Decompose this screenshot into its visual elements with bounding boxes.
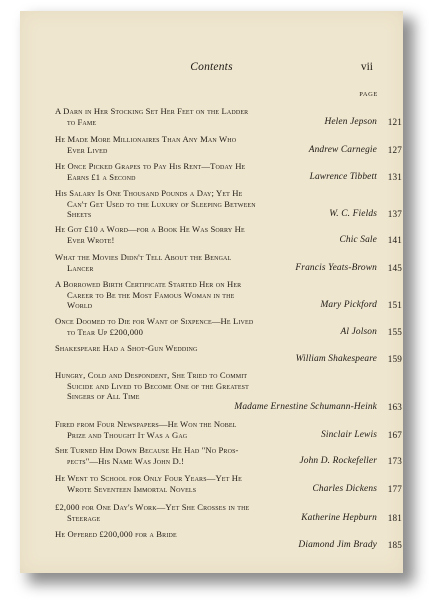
toc-entry-page-number: 151 — [387, 300, 402, 311]
toc-entry-title-text: Ever Lived — [67, 144, 108, 155]
toc-entry-title-line — [55, 290, 377, 301]
toc-entry-title-line — [55, 483, 402, 495]
toc-entry-title-line — [55, 343, 377, 354]
toc-entry-page-number: 163 — [387, 401, 402, 412]
toc-entry-title-line — [55, 106, 377, 117]
toc-entry-author: Francis Yeats-Brown — [295, 262, 377, 273]
toc-entry-title-text: A Darn in Her Stocking Set Her Feet on the Ladder — [55, 106, 249, 116]
folio-number: vii — [360, 61, 373, 73]
toc-entry — [55, 188, 402, 220]
book-page — [20, 11, 403, 573]
toc-entry-title-text: to Fame — [67, 116, 97, 127]
toc-entry-author: Diamond Jim Brady — [298, 539, 377, 550]
toc-entry-title-text: He Made More Millionaires Than Any Man Who — [55, 134, 237, 144]
toc-entry-author: Sinclair Lewis — [320, 429, 377, 440]
toc-entry-author: W. C. Fields — [329, 209, 377, 220]
toc-entry-title-text: pects"—His Name Was John D.! — [67, 455, 185, 466]
toc-entry — [55, 106, 402, 127]
toc-entry-title-text: £2,000 for One Day's Work—Yet She Crosses in the — [55, 502, 250, 512]
toc-entry-title-line — [55, 234, 402, 246]
toc-entry — [55, 134, 402, 155]
toc-entry-title-text: Lancer — [67, 262, 94, 273]
toc-entry-title-text: Career to Be the Most Famous Woman in the — [67, 289, 235, 300]
toc-entry-title-text: She Turned Him Down Because He Had "No Pros- — [55, 445, 239, 455]
toc-entry-title-text: He Went to School for Only Four Years—Yet He — [55, 473, 242, 483]
toc-entry-title-text: Ever Wrote! — [67, 234, 115, 245]
toc-entry-author: Lawrence Tibbett — [309, 171, 377, 182]
toc-entry-title-text: World — [67, 300, 93, 311]
toc-entry-title-line — [55, 144, 402, 156]
toc-entry-title-line — [55, 445, 377, 456]
toc-entry-page-number: 141 — [387, 234, 402, 245]
toc-entry-title-text: to Tear Up £200,000 — [67, 326, 144, 337]
toc-entry — [55, 343, 402, 364]
toc-entry-title-text: Prize and Thought It Was a Gag — [67, 429, 188, 440]
toc-entry — [55, 161, 402, 182]
toc-entry-title-line — [55, 209, 402, 220]
toc-entry — [55, 473, 402, 494]
toc-entry-title-text: He Got £10 a Word—for a Book He Was Sorry He — [55, 224, 245, 234]
toc-entry-title-line — [55, 455, 402, 467]
toc-entry-title-text: Suicide and Lived to Become One of the Greatest — [67, 380, 249, 391]
toc-entry-author: John D. Rockefeller — [299, 455, 377, 466]
toc-entry — [55, 316, 402, 337]
toc-entry-title-line — [55, 300, 402, 311]
toc-entry-title-line — [55, 391, 377, 402]
toc-entry — [55, 502, 402, 523]
toc-entry-page-number: 155 — [387, 326, 402, 337]
toc-entry-author: William Shakespeare — [295, 353, 377, 364]
toc-entry-title-text: What the Movies Didn't Tell About the Bengal — [55, 252, 232, 262]
toc-entry-title-line — [55, 116, 402, 128]
toc-entry-title-text: Fired from Four Newspapers—He Won the Nobel — [55, 419, 237, 429]
toc-entry-title-line — [55, 512, 402, 524]
toc-entry — [55, 445, 402, 466]
toc-entry-page-number: 167 — [387, 429, 402, 440]
toc-entry-title-line — [55, 316, 377, 327]
toc-entry-page-number: 131 — [387, 171, 402, 182]
toc-entry-title-line — [55, 419, 377, 430]
toc-entry-author: Chic Sale — [339, 234, 377, 245]
toc-entry-author: Al Jolson — [340, 326, 377, 337]
toc-entry-title-line — [55, 224, 377, 235]
toc-entry-title-text: Once Doomed to Die for Want of Sixpence—He Lived — [55, 316, 254, 326]
toc-entry-title-line — [55, 134, 377, 145]
toc-entry-author: Helen Jepson — [324, 116, 377, 127]
toc-entry-title-text: Singers of All Time — [67, 391, 140, 402]
toc-entry-author: Mary Pickford — [320, 300, 377, 311]
toc-entry-title-line — [55, 188, 377, 199]
toc-entry-title-line — [55, 199, 377, 210]
toc-entry — [55, 252, 402, 273]
toc-entry-author: Madame Ernestine Schumann-Heink — [234, 401, 377, 412]
toc-entry-title-line — [55, 502, 377, 513]
toc-entry-author: Charles Dickens — [312, 483, 377, 494]
toc-entry-title-line — [55, 473, 377, 484]
toc-entry — [55, 529, 402, 550]
toc-entry-title-text: He Once Picked Grapes to Pay His Rent—Today He — [55, 161, 246, 171]
toc-entry-page-number: 173 — [387, 455, 402, 466]
toc-entry-title-line — [55, 381, 377, 392]
toc-entry-page-number: 177 — [387, 483, 402, 494]
toc-entry-page-number: 185 — [387, 539, 402, 550]
toc-entry-title-text: Steerage — [67, 512, 101, 523]
page-column-label: PAGE — [359, 91, 378, 98]
toc-entry-title-line — [55, 370, 377, 381]
toc-entry-title-text: He Offered £200,000 for a Bride — [55, 529, 177, 539]
toc-entry-title-text: Wrote Seventeen Immortal Novels — [67, 483, 197, 494]
running-head — [20, 60, 403, 74]
running-head-title: Contents — [190, 61, 233, 73]
toc-entry — [55, 279, 402, 311]
toc-entry — [55, 224, 402, 245]
toc-entry-page-number: 181 — [387, 512, 402, 523]
toc-entry-page-number: 121 — [387, 116, 402, 127]
toc-entry-title-text: His Salary Is One Thousand Pounds a Day; Yet He — [55, 188, 243, 198]
toc-entry-author: Katherine Hepburn — [301, 512, 377, 523]
toc-entry-page-number: 137 — [387, 209, 402, 220]
toc-entry-title-text: Earns £1 a Second — [67, 171, 136, 182]
toc-entry-title-line — [55, 279, 377, 290]
toc-entry-title-text: A Borrowed Birth Certificate Started Her on Her — [55, 279, 242, 289]
toc-entry-title-line — [55, 326, 402, 338]
toc-entry-title-text: Sheets — [67, 209, 92, 220]
toc-entry-page-number: 127 — [387, 144, 402, 155]
toc-entry-title-line — [55, 252, 377, 263]
toc-entry-title-text: Shakespeare Had a Shot-Gun Wedding — [55, 343, 198, 353]
toc-entry-title-line — [55, 429, 402, 441]
toc-entry-title-text: Hungry, Cold and Despondent, She Tried to Commit — [55, 370, 248, 380]
toc-entry-title-line — [55, 161, 377, 172]
toc-entry-title-text: Can't Get Used to the Luxury of Sleeping Between — [67, 198, 256, 209]
toc-entry-author: Andrew Carnegie — [308, 144, 377, 155]
toc-entry-title-line — [55, 171, 402, 183]
toc-entry-page-number: 145 — [387, 262, 402, 273]
toc-entry — [55, 370, 402, 412]
toc-entry-page-number: 159 — [387, 353, 402, 364]
toc-entry-title-line — [55, 262, 402, 274]
toc-entry-title-line — [55, 529, 377, 540]
toc-entry — [55, 419, 402, 440]
